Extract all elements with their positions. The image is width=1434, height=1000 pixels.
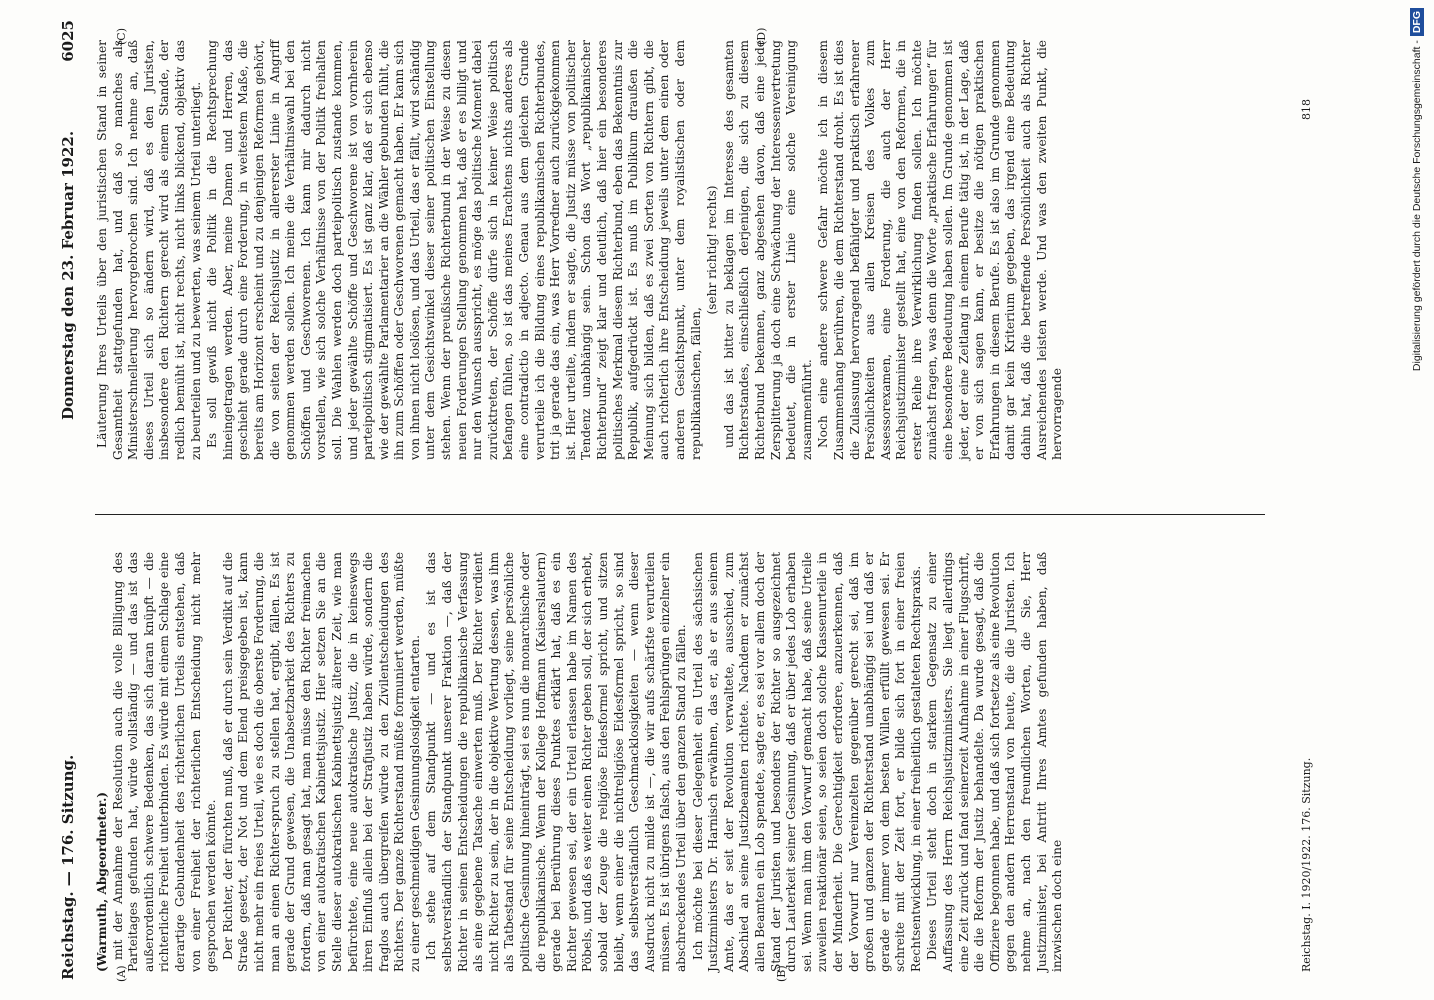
footer-imprint: Reichstag. I. 1920/1922. 176. Sitzung. xyxy=(1300,757,1313,972)
paragraph: Läuterung Ihres Urteils über den juristischen Stand in seiner Gesamtheit stattgefunden hat, und daß so manches als Ministerschnellerung hervorgebrochen sind. Ich nehme an, daß dieses Urteil sich so ändern wird, daß es den Juristen, insbesondere den Richtern gerecht wird als einem Stande, der redlich bemüht ist, nicht rechts, nicht links blickend, objektiv das zu beurteilen und zu bewerten, was seinem Urteil unterliegt. xyxy=(95,40,203,460)
rotated-print-page xyxy=(55,20,1330,980)
header-date: Donnerstag den 23. Februar 1922. xyxy=(59,130,77,420)
page-number: 6025 xyxy=(59,20,77,62)
paragraph: Der Richter, der fürchten muß, daß er durch sein Verdikt auf die Straße gesetzt, der Not und dem Elend preisgegeben ist, kann nicht mehr ein freies Urteil, wie es doch die oberste Forderung, die man an einen Richter-spruch zu stellen hat, ergibt, fällen. Es ist gerade der Grund gewesen, die Unabsetzbarkeit des Richters zu fordern, daß man gesagt hat, man müsse den Richter freimachen von einer autokratischen Kabinettsjustiz. Hier setzen Sie an die Stelle dieser autokratischen Kabinettsjustiz älterer Zeit, wie man befürchtete, eine neue autokratische Justiz, die in keineswegs ihren Einfluß allein bei der Strafjustiz haben würde, sondern die fraglos auch übergreifen würde zu den Zivilentscheidungen des Richters. Der ganze Richterstand müßte formuniert werden, müßte zu einer geschmeidigen Gesinnungslosigkeit entarten. xyxy=(220,552,422,972)
margin-marker-b: (B) xyxy=(775,965,788,982)
credit-text: Digitalisierung gefördert durch die Deutsche Forschungsgemeinschaft - xyxy=(1411,40,1423,372)
dfg-logo: DFG xyxy=(1410,8,1424,36)
paragraph: Es soll gewiß nicht die Politik in die Rechtsprechung hineingetragen werden. Aber, meine Damen und Herren, das geschieht gerade durch eine Forderung, in weitestem Maße, die bereits am Horizont erscheint und zu denjenigen Reformen gehört, die von seiten der Reichsjustiz in allererster Linie in Angriff genommen werden sollen. Ich meine die Verhältniswahl bei den Schöffen und Geschworenen. Ich kann mir dadurch nicht vorstellen, wie sich solche Verhältnisse von der Politik freihalten soll. Die Wahlen werden doch parteipolitisch zustande kommen, und jeder gewählte Schöffe und Geschworene ist von vornherein parteipolitisch stigmatisiert. Es ist ganz klar, daß er sich ebenso wie der gewählte Parlamentarier an die Wähler gebunden fühlt, die ihn zum Schöffen oder Geschworenen gemacht haben. Er kann sich von ihnen nicht loslösen, und das Urteil, das er fällt, wird schändig unter dem Gesichtswinkel dieser seiner politischen Einstellung stehen. Wenn der preußische Richterbund in der Weise zu diesen neuen Forderungen Stellung genommen hat, daß er es billigt und nur den Wunsch ausspricht, es möge das politische Moment dabei zurücktreten, der Schöffe dürfe sich in keiner Weise politisch befangen fühlen, so ist das meines Erachtens nichts anderes als eine contradictio in adjecto. Genau aus dem gleichen Grunde verurteile ich die Bildung eines republikanischen Richterbundes, trit ja gerade das ein, was Herr Vorredner auch zurückgekommen ist. Hier urteilte, indem er sagte, die Justiz müsse von politischer Tendenz unabhängig sein. Schon das Wort „republikanischer Richterbund“ zeigt klar und deutlich, daß hier ein besonderes politisches Merkmal diesem Richterbund, eben das Bekenntnis zur Republik, aufgedrückt ist. Es muß im Publikum draußen die Meinung sich bilden, daß es zwei Sorten von Richtern gibt, die auch richterlich ihre Entscheidung jeweils unter dem einen oder anderen Gesichtspunkt, unter dem royalistischen oder dem republikanischen, fällen, xyxy=(205,40,703,460)
column-right xyxy=(95,40,1067,460)
column-divider xyxy=(95,514,1265,515)
margin-marker-a: (A) xyxy=(115,965,128,982)
paragraph: Dieses Urteil steht doch in starkem Gegensatz zu einer Auffassung des Herrn Reichsjustizministers. Sie liegt allerdings eine Zeit zurück und fand seinerzeit Aufnahme in einer Flugschrift, die die Reform der Justiz behandelte. Da wurde gesagt, daß die Offiziere begonnen habe, und daß sich fortsetze als eine Revolution gegen den andern Herrenstand von heute, die die Juristen. Ich nehme an, nach den freundlichen Worten, die Sie, Herr Justizminister, bei Antritt Ihres Amtes gefunden haben, daß inzwischen doch eine xyxy=(925,552,1065,972)
paragraph: und das ist bitter zu beklagen im Interesse des gesamten Richterstandes, einschließlich derjenigen, die sich zu diesem Richterbund bekennen, ganz abgesehen davon, daß eine jede Zersplitterung ja doch eine Schwächung der Interessenvertretung bedeutet, die in erster Linie eine solche Vereinigung zusammenführt. xyxy=(721,40,814,460)
header-session: Reichstag. — 176. Sitzung. xyxy=(59,754,77,980)
paragraph: Noch eine andere schwere Gefahr möchte ich in diesem Zusammenhang berühren, die dem Richterstand droht. Es ist dies die Zulassung hervorragend befähigter und praktisch erfahrener Persönlichkeiten aus allen Kreisen des Volkes zum Assessorexamen, eine Forderung, die auch der Herr Reichsjustizminister gestellt hat, eine von den Reformen, die in erster Reihe ihre Verwirklichung finden sollen. Ich möchte zunächst fragen, was denn die Worte „praktische Erfahrungen“ für eine besondere Bedeutung haben sollen. Im Grunde genommen ist jeder, der eine Zeitlang in einem Berufe tätig ist, in der Lage, daß er von sich sagen kann, er besitze die nötigen praktischen Erfahrungen in diesem Berufe. Es ist also im Grunde genommen damit gar kein Kriterium gegeben, das irgend eine Bedeutung dahin hat, daß die betreffende Persönlichkeit auch als Richter Ausreichendes leisten werde. Und was den zweiten Punkt, die hervorragende xyxy=(816,40,1065,460)
margin-marker-d: (D) xyxy=(755,27,768,45)
column-left xyxy=(95,552,1067,972)
interjection: (sehr richtig! rechts) xyxy=(705,185,720,315)
paragraph: mit der Annahme der Resolution auch die volle Billigung des Parteitages gefunden hat, würde vollständig — und das ist das außerordentlich schwere Bedenken, das sich daran knüpft — die richterliche Freiheit unterbinden. Es würde mit einem Schlage eine derartige Gebundenheit des richterlichen Urteils entstehen, daß von einer Freiheit der richterlichen Entscheidung nicht mehr gesprochen werden könnte. xyxy=(110,552,219,972)
page-header xyxy=(55,20,85,980)
sheet-number: 818 xyxy=(1300,99,1313,120)
margin-marker-c: (C) xyxy=(115,28,128,45)
speaker-line: (Warmuth, Abgeordneter.) xyxy=(95,791,109,972)
digitization-credit xyxy=(1405,8,1429,993)
paragraph: Ich möchte bei dieser Gelegenheit ein Urteil des sächsischen Justizministers Dr. Harnisch erwähnen, das er, als er aus seinem Amte, das er seit der Revolution verwaltete, ausschied, zum Abschied an seine Justizbeamten richtete. Nachdem er zunächst allen Beamten ein Lob spendete, sagte er, es sei vor allem doch der Stand der Juristen und besonders der Richter so ausgezeichnet durch Lauterkeit seiner Gesinnung, daß er über jedes Lob erhaben sei. Wenn man ihm den Vorwurf gemacht habe, daß seine Urteile zuweilen reaktionär seien, so seien doch solche Klassenurteile in der Minderheit. Die Gerechtigkeit erfordere, anzuerkennen, daß der Vorwurf nur Vereinzelten gegenüber gerecht sei, daß im großen und ganzen der Richterstand unabhängig sei und daß er gerade er immer von dem besten Willen erfüllt gewesen sei. Er schreite mit der Zeit fort, er bilde sich fort in einer freien Rechtsentwicklung, in einer freiheitlich gestalteten Rechtspraxis. xyxy=(690,552,923,972)
paragraph: Ich stehe auf dem Standpunkt — und es ist das selbstverständlich der Standpunkt unserer Fraktion —, daß der Richter in seinen Entscheidungen die republikanische Verfassung als eine gegebene Tatsache einwerten muß. Der Richter verdient nicht Richter zu sein, der in die objektive Wertung dessen, was ihm als Tatbestand für seine Entscheidung vorliegt, seine persönliche politische Gesinnung hineinträgt, sei es nun die monarchische oder die republikanische. Wenn der Kollege Hoffmann (Kaiserslautern) gerade bei Berührung dieses Punktes erklärt hat, daß es ein Richter gewesen sei, der ein Urteil erlassen habe im Namen des Pöbels, und daß es weiter einen Richter geben soll, der sich erhebt, sobald der Zeuge die religiöse Eidesformel spricht, und sitzen bleibt, wenn einer die nichtreligiöse Eidesformel spricht, so sind das selbstverständlich Geschmacklosigkeiten — wenn dieser Ausdruck nicht zu milde ist —, die wir aufs schärfste verurteilen müssen. Es ist übrigens falsch, aus den Fehlsprüngen einzelner ein abschreckendes Urteil über den ganzen Stand zu fällen. xyxy=(424,552,688,972)
